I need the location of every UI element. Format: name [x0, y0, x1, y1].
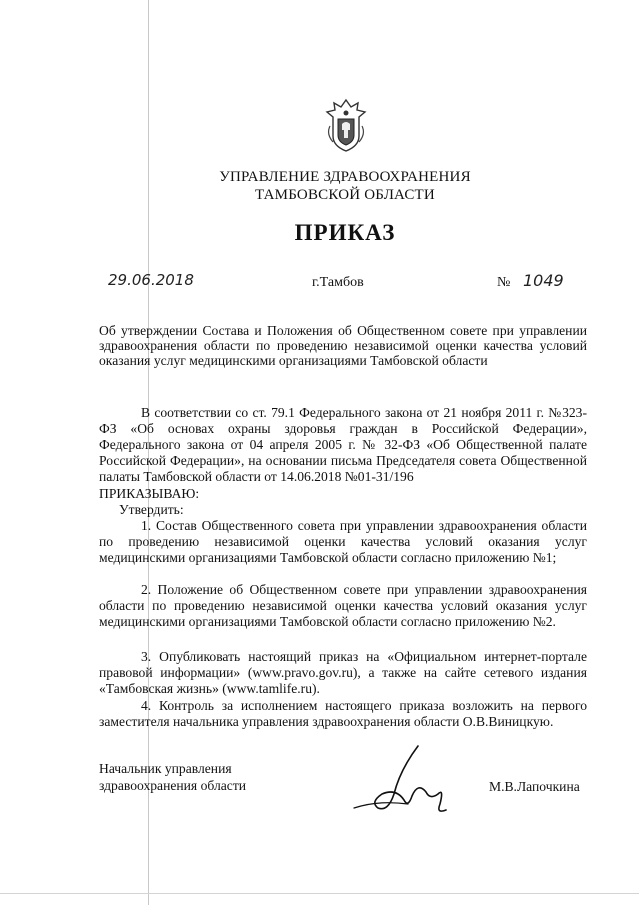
approve-line: Утвердить:: [119, 502, 184, 517]
organization-line-2: ТАМБОВСКОЙ ОБЛАСТИ: [255, 187, 435, 203]
signatory-position-line-1: Начальник управления: [99, 761, 232, 776]
signatory-position-line-2: здравоохранения области: [99, 778, 247, 793]
signatory-position: [99, 760, 246, 794]
order-item-3: 3. Опубликовать настоящий приказ на «Официальном интернет-портале правовой информации» (www.pravo.gov.ru), а также на сайте сетевого издания «Тамбовская жизнь» (www.tamlife.ru).: [99, 649, 587, 696]
order-word: ПРИКАЗЫВАЮ:: [99, 486, 200, 501]
organization-name: [150, 168, 540, 204]
bottom-rule: [0, 893, 639, 894]
number-sign: №: [497, 275, 511, 290]
preamble-paragraph: В соответствии со ст. 79.1 Федерального закона от 21 ноября 2011 г. №323-ФЗ «Об основах охраны здоровья граждан в Российской Федерации», Федерального закона от 04 апреля 2005 г. № 32-ФЗ «Об Общественной палате Российской Федерации», на основании письма Председателя совета Общественной палаты Тамбовской области от 14.06.2018 №01-31/196: [99, 405, 587, 484]
document-title: ПРИКАЗ: [294, 220, 396, 245]
document-subject: Об утверждении Состава и Положения об Общественном совете при управлении здравоохранения области по проведению независимой оценки качества условий оказания услуг медицинскими организациями Тамбовской области: [99, 323, 587, 368]
document-city: г.Тамбов: [312, 275, 364, 290]
document-date: 29.06.2018: [108, 271, 194, 289]
document-number: 1049: [523, 271, 564, 290]
handwritten-signature: [348, 742, 458, 820]
order-item-1: 1. Состав Общественного совета при управлении здравоохранения области по проведению независимой оценки качества условий оказания услуг медицинскими организациями Тамбовской области согласно приложению №1;: [99, 518, 587, 565]
order-item-2: 2. Положение об Общественном совете при управлении здравоохранения области по проведению независимой оценки качества условий оказания услуг медицинскими организациями Тамбовской области согласно приложению №2.: [99, 582, 587, 629]
order-item-4: 4. Контроль за исполнением настоящего приказа возложить на первого заместителя начальника управления здравоохранения области О.В.Виницкую.: [99, 698, 587, 729]
signatory-name: М.В.Лапочкина: [489, 779, 580, 794]
organization-line-1: УПРАВЛЕНИЕ ЗДРАВООХРАНЕНИЯ: [219, 169, 471, 185]
coat-of-arms-icon: [322, 96, 370, 154]
